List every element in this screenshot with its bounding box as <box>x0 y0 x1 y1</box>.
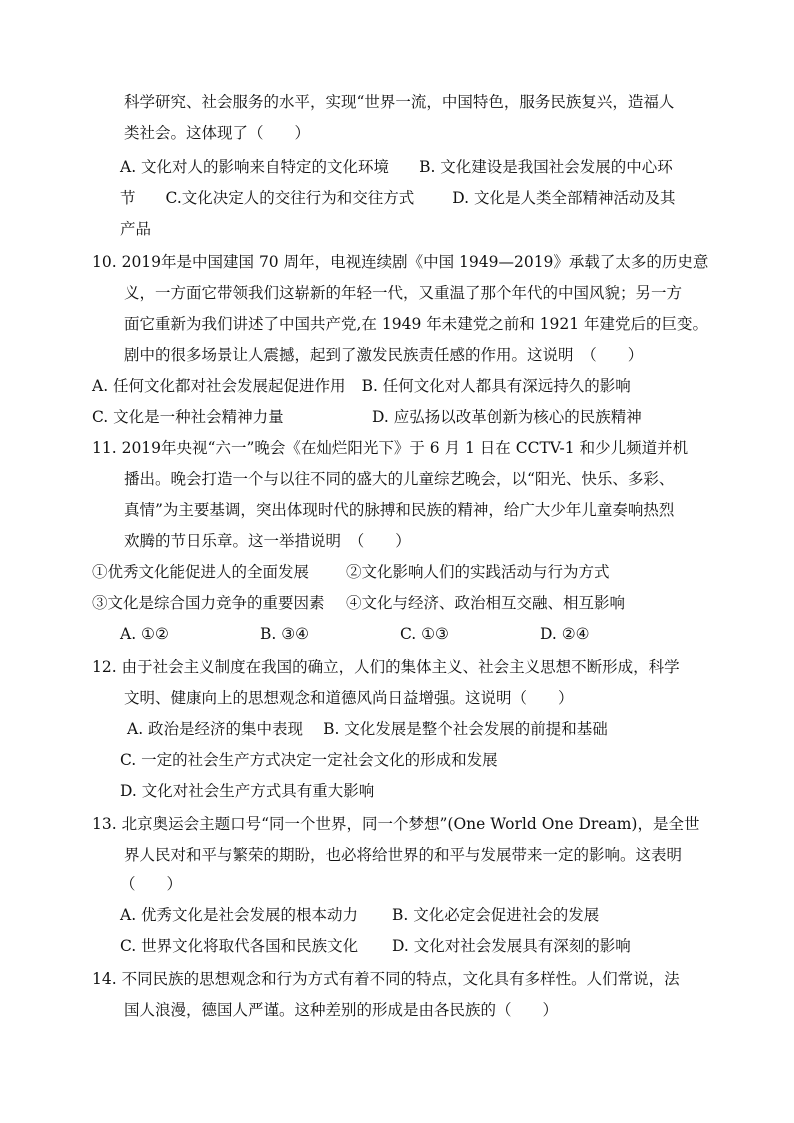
q11-stem-line2: 播出。晚会打造一个与以往不同的盛大的儿童综艺晚会，以“阳光、快乐、多彩、 <box>124 470 675 488</box>
q10-option-b: B. 任何文化对人都具有深远持久的影响 <box>361 377 631 395</box>
q11-stem-line4: 欢腾的节日乐章。这一举措说明 （ ） <box>124 532 411 550</box>
q14-stem-line1: 14. 不同民族的思想观念和行为方式有着不同的特点，文化具有多样性。人们常说，法 <box>92 970 680 988</box>
q10-options-row1 <box>92 376 631 396</box>
q13-options-row1 <box>120 905 599 925</box>
q11-stem-line3: 真情”为主要基调，突出体现时代的脉搏和民族的精神，给广大少年儿童奏响热烈 <box>124 501 675 519</box>
q10-option-a: A. 任何文化都对社会发展起促进作用 <box>92 377 346 395</box>
q13-stem-line1: 13. 北京奥运会主题口号“同一个世界，同一个梦想”(One World One Dream)，是全世 <box>92 815 700 833</box>
q11-items-row2 <box>92 593 625 613</box>
q13-option-b: B. 文化必定会促进社会的发展 <box>392 906 600 924</box>
q12-stem-line1: 12. 由于社会主义制度在我国的确立，人们的集体主义、社会主义思想不断形成，科学 <box>92 658 680 676</box>
q13-stem-line3: （ ） <box>120 875 183 893</box>
q11-item-4: ④文化与经济、政治相互交融、相互影响 <box>346 594 626 612</box>
q11-option-a: A. ①② <box>120 625 169 643</box>
q10-stem-line3: 面它重新为我们讲述了中国共产党,在 1949 年未建党之前和 1921 年建党后的巨变。 <box>124 315 709 333</box>
q9-stem-line1: 科学研究、社会服务的水平，实现“世界一流，中国特色，服务民族复兴，造福人 <box>124 93 675 111</box>
q14-stem-line2: 国人浪漫，德国人严谨。这种差别的形成是由各民族的（ ） <box>124 1001 559 1019</box>
q9-option-a: A. 文化对人的影响来自特定的文化环境 <box>120 158 390 176</box>
q9-option-b-cont: 节 <box>120 189 136 207</box>
q9-option-d: D. 文化是人类全部精神活动及其 <box>452 189 676 207</box>
q12-option-c: C. 一定的社会生产方式决定一定社会文化的形成和发展 <box>120 751 498 769</box>
q11-items-row1 <box>92 562 610 582</box>
q12-option-d: D. 文化对社会生产方式具有重大影响 <box>120 782 375 800</box>
q10-options-row2 <box>92 407 642 427</box>
q9-option-d-cont: 产品 <box>120 220 152 238</box>
q10-stem-line2: 义，一方面它带领我们这崭新的年轻一代，又重温了那个年代的中国风貌；另一方 <box>124 284 683 302</box>
q9-options-row1 <box>120 157 673 177</box>
q13-option-d: D. 文化对社会发展具有深刻的影响 <box>392 937 631 955</box>
q10-stem-line1: 10. 2019年是中国建国 70 周年，电视连续剧《中国 1949—2019》承载了太多的历史意 <box>92 253 709 271</box>
q11-option-d: D. ②④ <box>540 625 590 643</box>
q13-option-c: C. 世界文化将取代各国和民族文化 <box>120 937 359 955</box>
q11-item-2: ②文化影响人们的实践活动与行为方式 <box>346 563 610 581</box>
q11-item-3: ③文化是综合国力竞争的重要因素 <box>92 594 325 612</box>
q11-options <box>120 624 590 644</box>
q13-stem-line2: 界人民对和平与繁荣的期盼，也必将给世界的和平与发展带来一定的影响。这表明 <box>124 846 683 864</box>
q11-option-b: B. ③④ <box>260 625 310 643</box>
q9-option-b: B. 文化建设是我国社会发展的中心环 <box>419 158 673 176</box>
q10-option-d: D. 应弘扬以改革创新为核心的民族精神 <box>372 408 642 426</box>
q13-options-row2 <box>120 936 631 956</box>
q13-option-a: A. 优秀文化是社会发展的根本动力 <box>120 906 359 924</box>
q10-stem-line4: 剧中的很多场景让人震撼，起到了激发民族责任感的作用。这说明 （ ） <box>124 346 644 364</box>
q12-options-row1 <box>127 719 608 739</box>
q12-option-a: A. 政治是经济的集中表现 <box>127 720 304 738</box>
q11-option-c: C. ①③ <box>400 625 449 643</box>
q9-stem-line2: 类社会。这体现了（ ） <box>124 124 311 142</box>
q12-stem-line2: 文明、健康向上的思想观念和道德风尚日益增强。这说明（ ） <box>124 689 574 707</box>
q9-options-row2 <box>120 188 676 208</box>
q9-option-c: C.文化决定人的交往行为和交往方式 <box>165 189 415 207</box>
q10-option-c: C. 文化是一种社会精神力量 <box>92 408 284 426</box>
q11-stem-line1: 11. 2019年央视“六一”晚会《在灿烂阳光下》于 6 月 1 日在 CCTV-1 和少儿频道并机 <box>92 439 689 457</box>
q12-option-b: B. 文化发展是整个社会发展的前提和基础 <box>323 720 608 738</box>
q11-item-1: ①优秀文化能促进人的全面发展 <box>92 563 310 581</box>
